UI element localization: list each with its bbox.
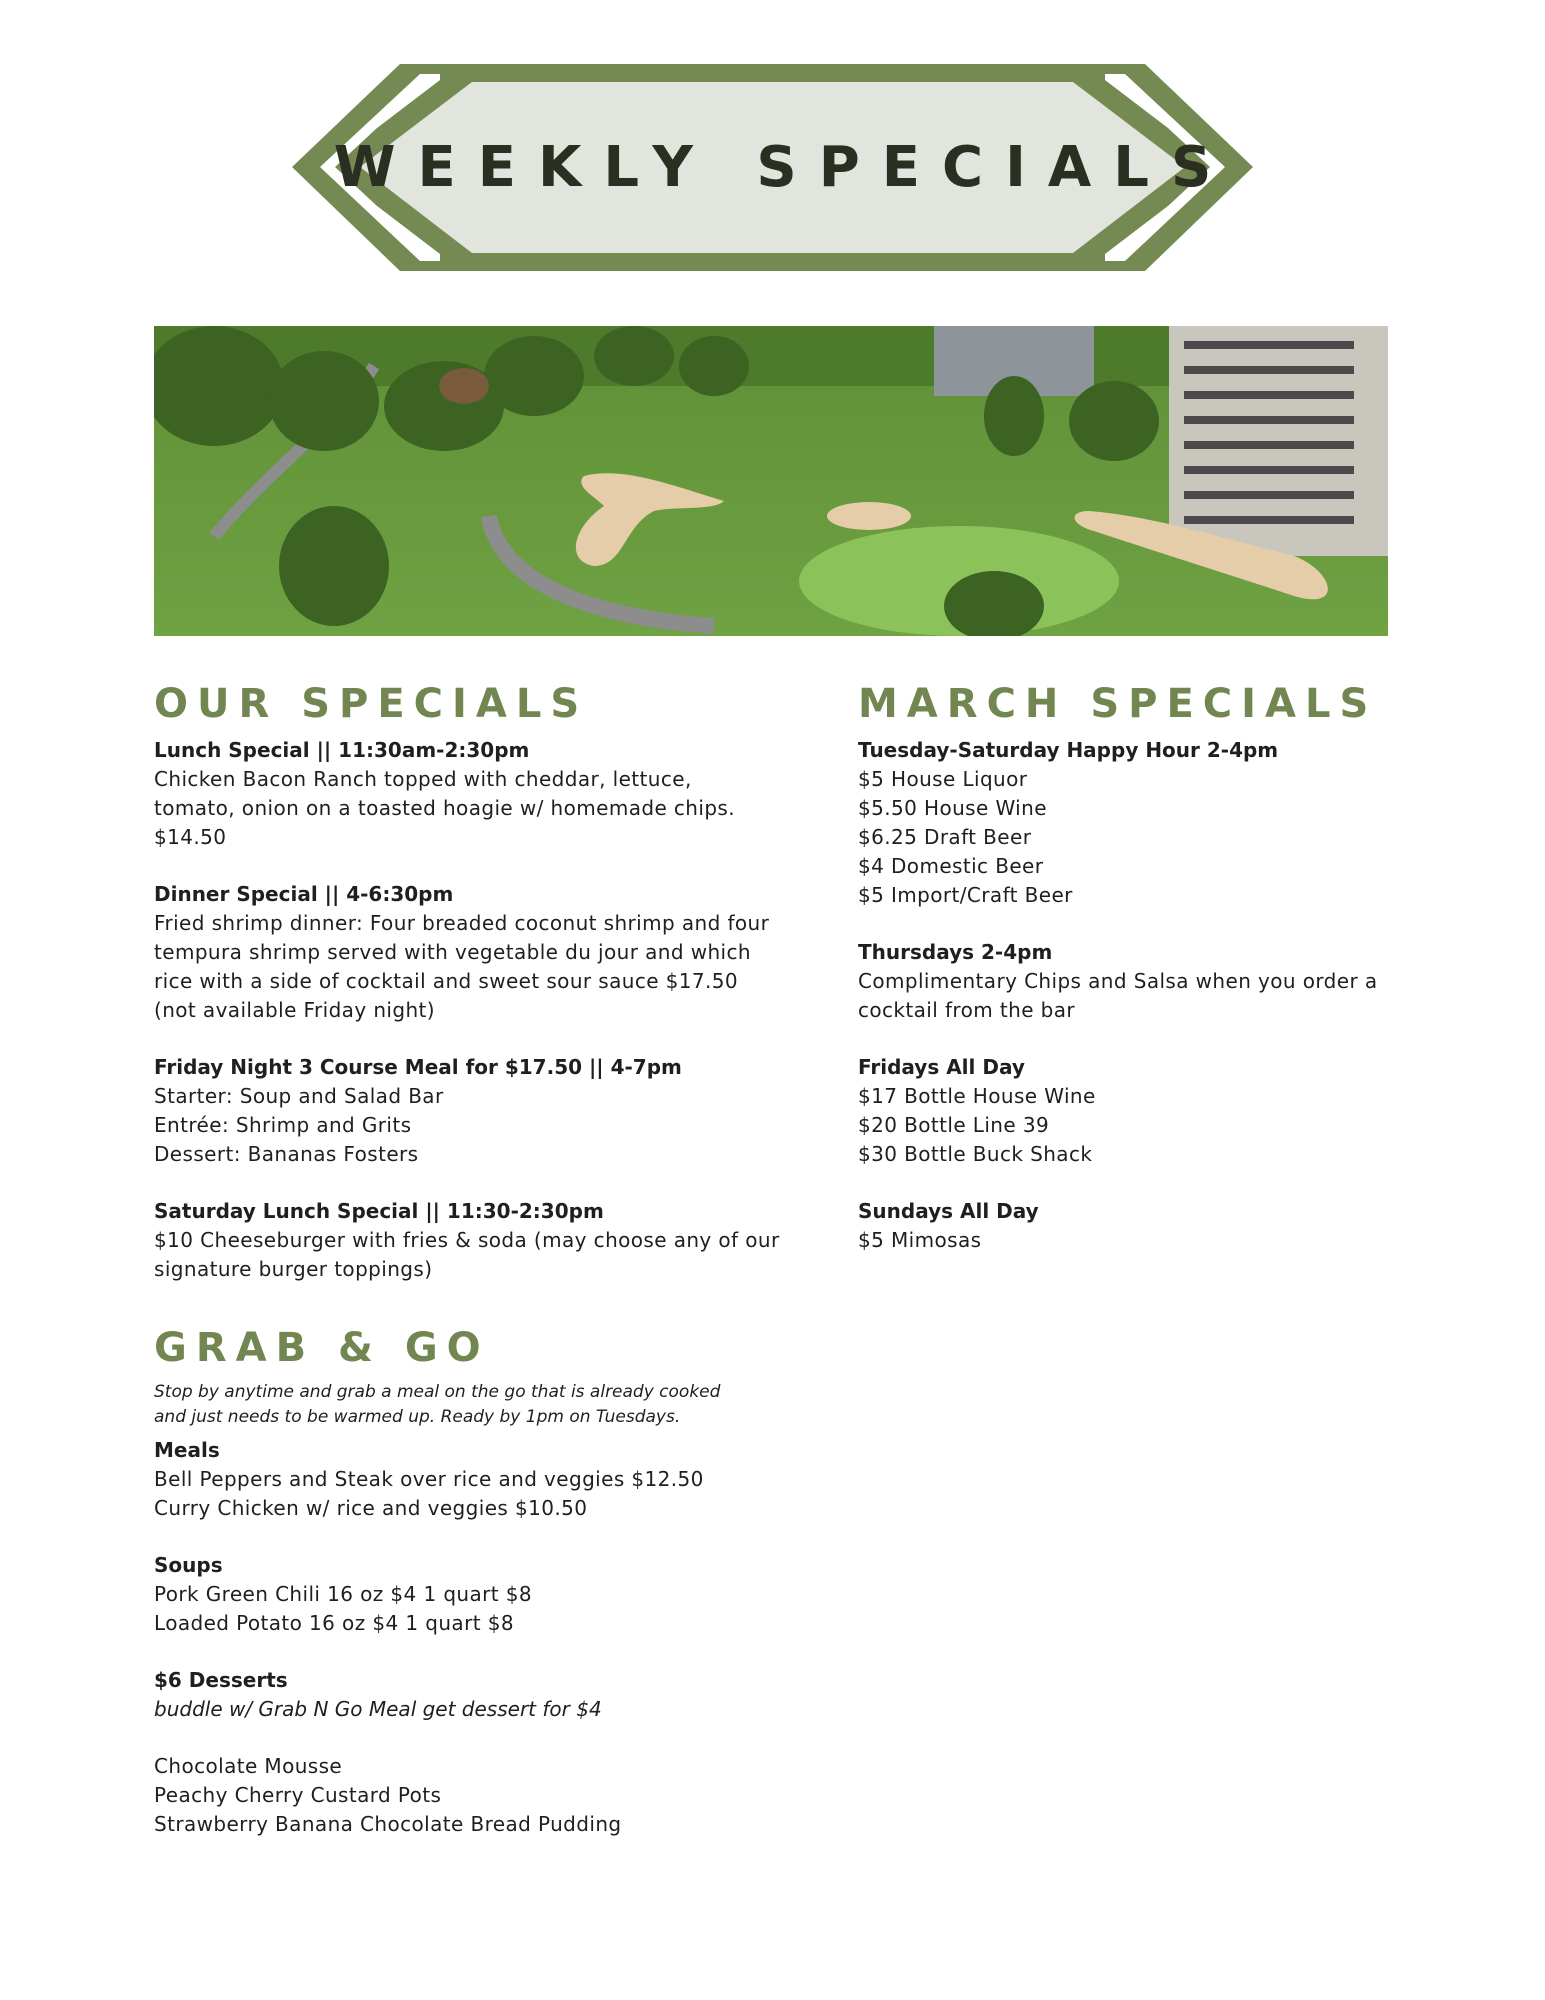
item-line: (not available Friday night) xyxy=(154,998,435,1022)
item-heading: Fridays All Day xyxy=(858,1055,1025,1079)
item-line: Fried shrimp dinner: Four breaded coconut shrimp and four xyxy=(154,911,770,935)
note-line: Stop by anytime and grab a meal on the go that is already cooked xyxy=(154,1382,721,1402)
item-heading: Friday Night 3 Course Meal for $17.50 || 4-7pm xyxy=(154,1055,682,1079)
saturday-lunch-special xyxy=(154,1197,794,1284)
meal-item: Bell Peppers and Steak over rice and veggies $12.50 xyxy=(154,1467,704,1491)
dessert-item: Chocolate Mousse xyxy=(154,1754,343,1778)
item-heading: Dinner Special || 4-6:30pm xyxy=(154,882,454,906)
item-line: $30 Bottle Buck Shack xyxy=(858,1142,1093,1166)
item-heading: Sundays All Day xyxy=(858,1199,1039,1223)
item-line: $20 Bottle Line 39 xyxy=(858,1113,1050,1137)
item-line: tempura shrimp served with vegetable du jour and which xyxy=(154,940,751,964)
golf-course-photo xyxy=(154,326,1388,636)
desserts-heading: $6 Desserts xyxy=(154,1668,288,1692)
item-line: Chicken Bacon Ranch topped with cheddar, lettuce, xyxy=(154,767,692,791)
dessert-item: Peachy Cherry Custard Pots xyxy=(154,1783,442,1807)
friday-meal-special xyxy=(154,1053,794,1169)
item-line: $5.50 House Wine xyxy=(858,796,1047,820)
friday-special xyxy=(858,1053,1418,1169)
item-line: Complimentary Chips and Salsa when you order a xyxy=(858,969,1378,993)
item-heading: Lunch Special || 11:30am-2:30pm xyxy=(154,738,530,762)
header-banner xyxy=(290,60,1255,275)
left-column xyxy=(154,680,794,1839)
dinner-special xyxy=(154,880,794,1025)
item-line: rice with a side of cocktail and sweet sour sauce $17.50 xyxy=(154,969,739,993)
item-line: $5 House Liquor xyxy=(858,767,1028,791)
meal-item: Curry Chicken w/ rice and veggies $10.50 xyxy=(154,1496,588,1520)
item-line: $4 Domestic Beer xyxy=(858,854,1044,878)
soups-heading: Soups xyxy=(154,1553,223,1577)
item-line: Dessert: Bananas Fosters xyxy=(154,1142,419,1166)
page-title: WEEKLY SPECIALS xyxy=(333,135,1234,200)
march-specials-title: MARCH SPECIALS xyxy=(858,681,1378,727)
item-heading: Tuesday-Saturday Happy Hour 2-4pm xyxy=(858,738,1279,762)
soup-item: Loaded Potato 16 oz $4 1 quart $8 xyxy=(154,1611,514,1635)
item-line: $17 Bottle House Wine xyxy=(858,1084,1096,1108)
soup-item: Pork Green Chili 16 oz $4 1 quart $8 xyxy=(154,1582,533,1606)
item-line: Entrée: Shrimp and Grits xyxy=(154,1113,412,1137)
item-line: $5 Mimosas xyxy=(858,1228,982,1252)
item-line: Starter: Soup and Salad Bar xyxy=(154,1084,444,1108)
item-line: $5 Import/Craft Beer xyxy=(858,883,1073,907)
thursday-special xyxy=(858,938,1418,1025)
meals-heading: Meals xyxy=(154,1438,220,1462)
item-line: $10 Cheeseburger with fries & soda (may choose any of our xyxy=(154,1228,780,1252)
dessert-item: Strawberry Banana Chocolate Bread Pudding xyxy=(154,1812,622,1836)
right-column xyxy=(858,680,1418,1255)
grab-and-go-note xyxy=(154,1380,794,1430)
item-line: cocktail from the bar xyxy=(858,998,1076,1022)
item-line: $14.50 xyxy=(154,825,227,849)
item-line: $6.25 Draft Beer xyxy=(858,825,1032,849)
item-heading: Saturday Lunch Special || 11:30-2:30pm xyxy=(154,1199,604,1223)
grab-and-go-title: GRAB & GO xyxy=(154,1325,490,1371)
item-line: tomato, onion on a toasted hoagie w/ homemade chips. xyxy=(154,796,736,820)
grab-and-go-section xyxy=(154,1324,794,1839)
item-heading: Thursdays 2-4pm xyxy=(858,940,1053,964)
note-line: and just needs to be warmed up. Ready by 1pm on Tuesdays. xyxy=(154,1407,681,1427)
item-line: signature burger toppings) xyxy=(154,1257,433,1281)
happy-hour xyxy=(858,736,1418,910)
our-specials-title: OUR SPECIALS xyxy=(154,681,589,727)
sunday-special xyxy=(858,1197,1418,1255)
lunch-special xyxy=(154,736,794,852)
desserts-bundle-note: buddle w/ Grab N Go Meal get dessert for $4 xyxy=(154,1697,602,1721)
